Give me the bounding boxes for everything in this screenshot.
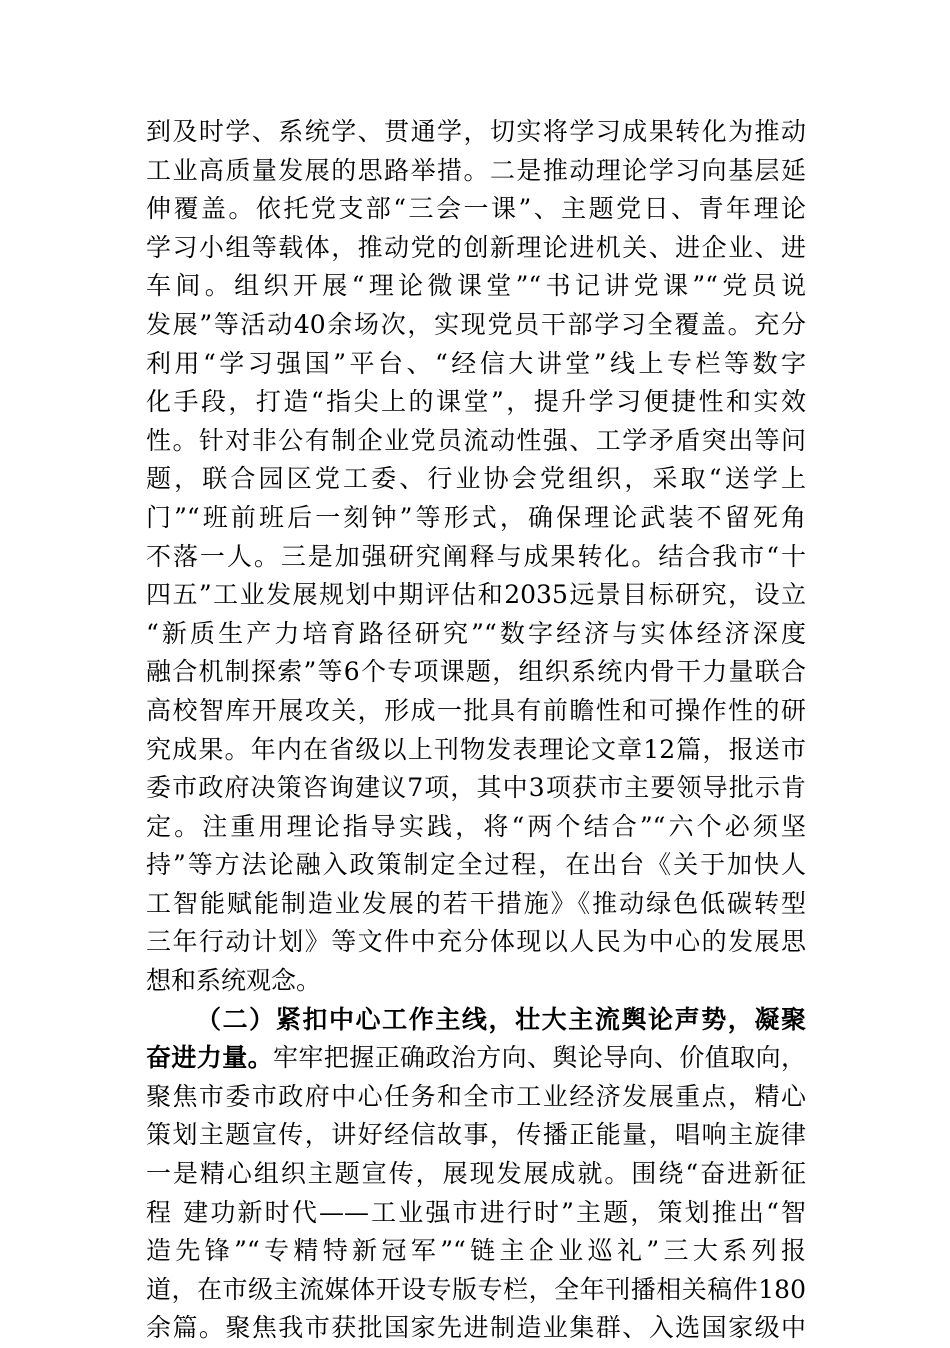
text-line [146,1039,806,1078]
text-line: 融合机制探索”等6个专项课题，组织系统内骨干力量联合 [146,657,806,687]
text-line: 想和系统观念。 [146,966,322,996]
text-line: “新质生产力培育路径研究”“数字经济与实体经济深度 [146,618,806,648]
section-heading-end: 奋进力量。 [146,1043,273,1073]
text-line: 造先锋”“专精特新冠军”“链主企业巡礼”三大系列报 [146,1236,806,1266]
text-line: 高校智库开展攻关，形成一批具有前瞻性和可操作性的研 [146,695,806,725]
text-line: 聚焦市委市政府中心任务和全市工业经济发展重点，精心 [146,1081,806,1111]
section-heading: （二）紧扣中心工作主线，壮大主流舆论声势，凝聚 [196,1004,806,1034]
text-line: 定。注重用理论指导实践，将“两个结合”“六个必须坚 [146,811,806,841]
text-line: 利用“学习强国”平台、“经信大讲堂”线上专栏等数字 [146,348,806,378]
text-line: 车间。组织开展“理论微课堂”“书记讲党课”“党员说 [146,271,806,301]
text-line: 三年行动计划》等文件中充分体现以人民为中心的发展思 [146,927,806,957]
text-span: 牢牢把握正确政治方向、舆论导向、价值取向， [273,1043,806,1073]
text-line: 到及时学、系统学、贯通学，切实将学习成果转化为推动 [146,117,806,146]
text-line: 学习小组等载体，推动党的创新理论进机关、进企业、进 [146,232,806,262]
text-line: 策划主题宣传，讲好经信故事，传播正能量，唱响主旋律 [146,1120,806,1150]
text-line: 化手段，打造“指尖上的课堂”，提升学习便捷性和实效 [146,387,806,417]
text-line: 门”“班前班后一刻钟”等形式，确保理论武装不留死角 [146,502,806,532]
text-line: 究成果。年内在省级以上刊物发表理论文章12篇，报送市 [146,734,806,764]
text-line: 委市政府决策咨询建议7项，其中3项获市主要领导批示肯 [146,773,806,803]
text-line: 持”等方法论融入政策制定全过程，在出台《关于加快人 [146,850,806,880]
text-line: 性。针对非公有制企业党员流动性强、工学矛盾突出等问 [146,425,806,455]
text-line: 不落一人。三是加强研究阐释与成果转化。结合我市“十 [146,541,806,571]
text-line: 发展”等活动40余场次，实现党员干部学习全覆盖。充分 [146,309,806,339]
text-line: 工智能赋能制造业发展的若干措施》《推动绿色低碳转型 [146,888,806,918]
text-line: 程 建功新时代——工业强市进行时”主题，策划推出“智 [146,1197,806,1227]
text-line: 四五”工业发展规划中期评估和2035远景目标研究，设立 [146,580,806,610]
text-line: 题，联合园区党工委、行业协会党组织，采取“送学上 [146,464,806,494]
text-line: 伸覆盖。依托党支部“三会一课”、主题党日、青年理论 [146,194,806,224]
body-text [146,113,806,1348]
text-line: 工业高质量发展的思路举措。二是推动理论学习向基层延 [146,155,806,185]
text-line: 一是精心组织主题宣传，展现发展成就。围绕“奋进新征 [146,1159,806,1189]
text-line: 道，在市级主流媒体开设专版专栏，全年刊播相关稿件180 [146,1274,806,1304]
text-line: 余篇。聚焦我市获批国家先进制造业集群、入选国家级中 [146,1313,806,1343]
